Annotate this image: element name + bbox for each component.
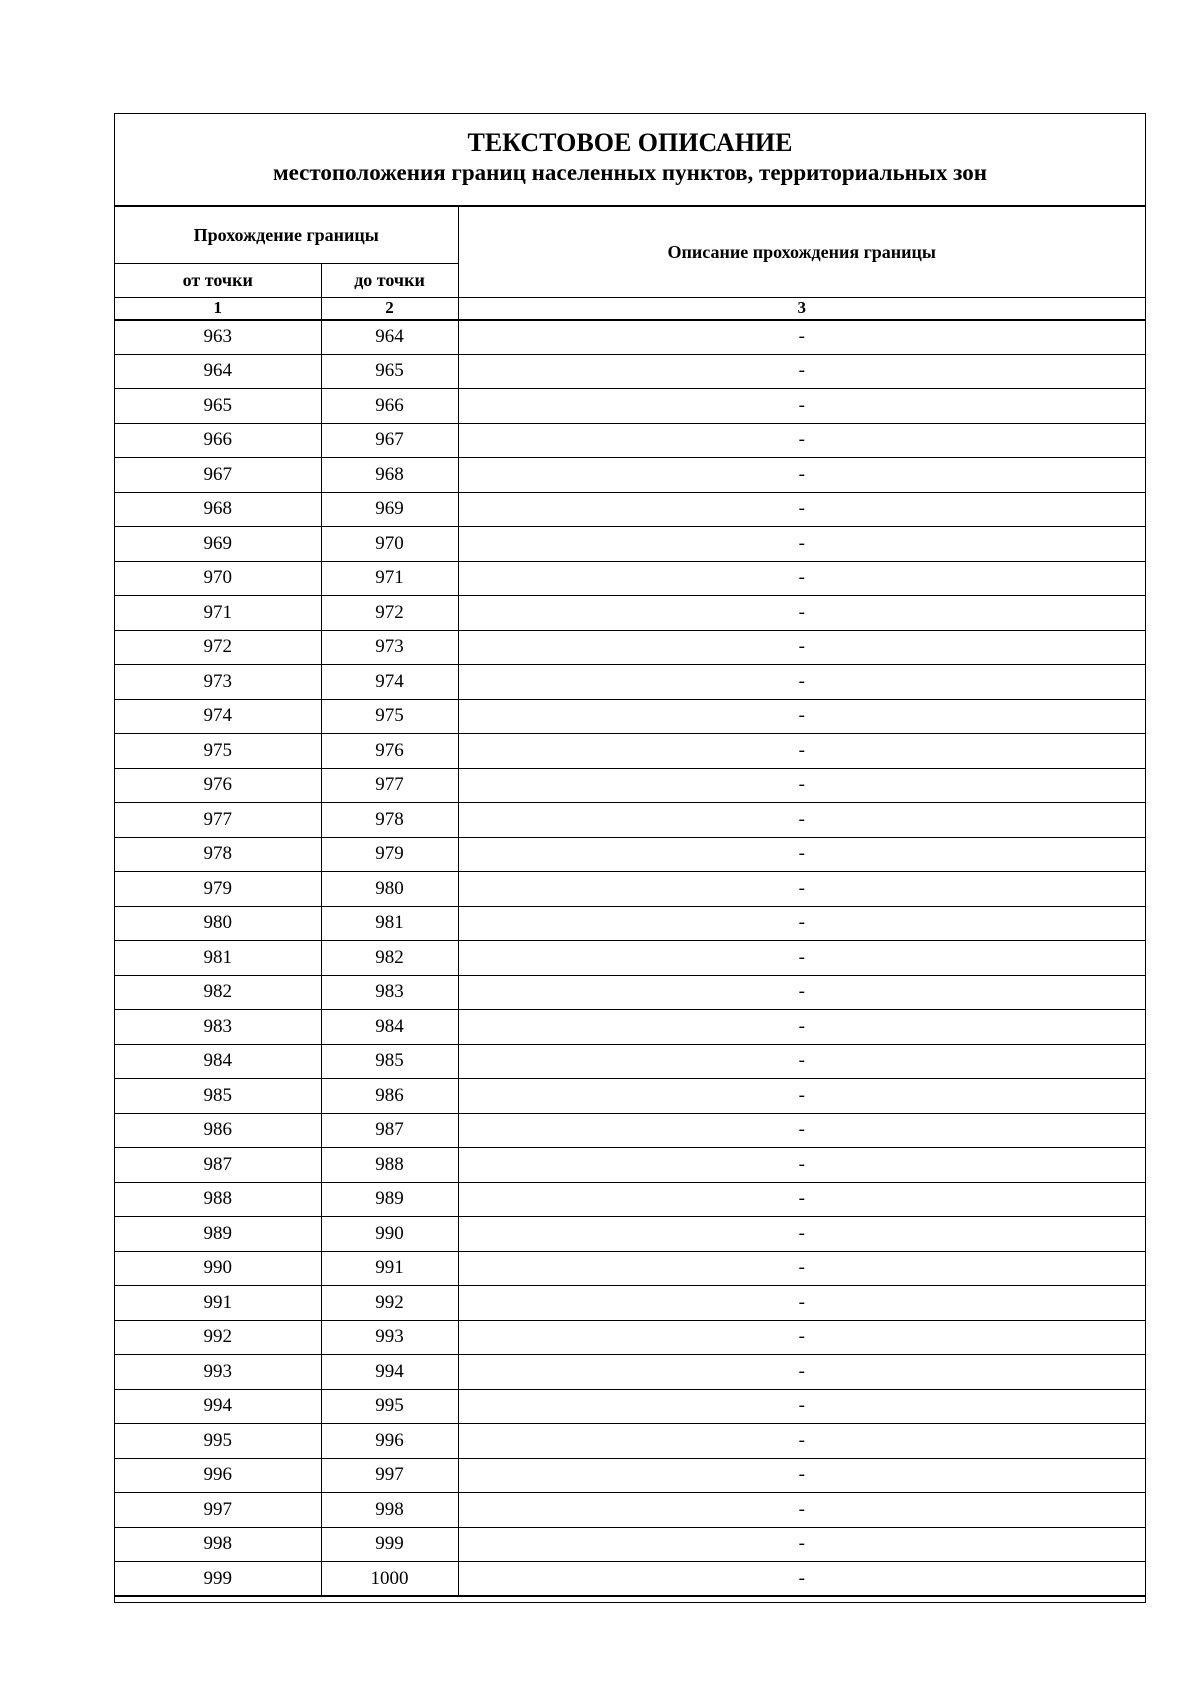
table-row [115, 734, 1145, 769]
cell-from-point: 970 [115, 561, 321, 596]
boundary-description-sheet [114, 113, 1146, 1603]
column-number-2: 2 [321, 298, 458, 320]
table-row [115, 561, 1145, 596]
cell-description: - [458, 527, 1145, 562]
document-title: ТЕКСТОВОЕ ОПИСАНИЕ [467, 128, 793, 157]
cell-from-point: 964 [115, 354, 321, 389]
cell-description: - [458, 1562, 1145, 1597]
cell-from-point: 978 [115, 837, 321, 872]
cell-to-point: 987 [321, 1113, 458, 1148]
table-row [115, 354, 1145, 389]
cell-to-point: 964 [321, 320, 458, 355]
cell-from-point: 991 [115, 1286, 321, 1321]
cell-from-point: 963 [115, 320, 321, 355]
cell-from-point: 987 [115, 1148, 321, 1183]
cell-description: - [458, 1389, 1145, 1424]
cell-from-point: 998 [115, 1527, 321, 1562]
cell-description: - [458, 1286, 1145, 1321]
cell-to-point: 968 [321, 458, 458, 493]
cell-to-point: 995 [321, 1389, 458, 1424]
cell-from-point: 976 [115, 768, 321, 803]
table-row [115, 1010, 1145, 1045]
cell-from-point: 971 [115, 596, 321, 631]
table-row [115, 699, 1145, 734]
cell-from-point: 972 [115, 630, 321, 665]
cell-to-point: 976 [321, 734, 458, 769]
cell-description: - [458, 768, 1145, 803]
cell-from-point: 969 [115, 527, 321, 562]
cell-description: - [458, 734, 1145, 769]
cell-to-point: 994 [321, 1355, 458, 1390]
table-row [115, 1320, 1145, 1355]
header-to-point: до точки [321, 264, 458, 298]
cell-description: - [458, 596, 1145, 631]
header-from-point: от точки [115, 264, 321, 298]
column-number-1: 1 [115, 298, 321, 320]
cell-to-point: 1000 [321, 1562, 458, 1597]
table-row [115, 1389, 1145, 1424]
cell-from-point: 984 [115, 1044, 321, 1079]
table-row [115, 803, 1145, 838]
cell-description: - [458, 492, 1145, 527]
table-row [115, 1286, 1145, 1321]
cell-from-point: 967 [115, 458, 321, 493]
cell-to-point: 986 [321, 1079, 458, 1114]
cell-from-point: 988 [115, 1182, 321, 1217]
cell-from-point: 983 [115, 1010, 321, 1045]
cell-description: - [458, 1044, 1145, 1079]
cell-to-point: 984 [321, 1010, 458, 1045]
cell-description: - [458, 975, 1145, 1010]
table-row [115, 1217, 1145, 1252]
table-row [115, 630, 1145, 665]
cell-from-point: 993 [115, 1355, 321, 1390]
cell-to-point: 970 [321, 527, 458, 562]
cell-from-point: 994 [115, 1389, 321, 1424]
cell-from-point: 999 [115, 1562, 321, 1597]
table-row [115, 906, 1145, 941]
cell-description: - [458, 423, 1145, 458]
cell-from-point: 979 [115, 872, 321, 907]
cell-from-point: 974 [115, 699, 321, 734]
title-block [115, 114, 1145, 206]
cell-description: - [458, 1079, 1145, 1114]
table-row [115, 458, 1145, 493]
cell-from-point: 966 [115, 423, 321, 458]
cell-to-point: 978 [321, 803, 458, 838]
cell-from-point: 996 [115, 1458, 321, 1493]
cell-description: - [458, 320, 1145, 355]
cell-description: - [458, 941, 1145, 976]
table-row [115, 1562, 1145, 1597]
cell-to-point: 989 [321, 1182, 458, 1217]
cell-from-point: 982 [115, 975, 321, 1010]
cell-to-point: 999 [321, 1527, 458, 1562]
cell-from-point: 981 [115, 941, 321, 976]
table-row [115, 1458, 1145, 1493]
cell-description: - [458, 1148, 1145, 1183]
header-description: Описание прохождения границы [458, 207, 1145, 298]
document-subtitle: местоположения границ населенных пунктов, территориальных зон [273, 160, 987, 185]
table-end-gap [115, 1597, 1145, 1602]
cell-description: - [458, 1217, 1145, 1252]
cell-from-point: 990 [115, 1251, 321, 1286]
table-body [115, 320, 1145, 1597]
table-row [115, 1044, 1145, 1079]
cell-to-point: 977 [321, 768, 458, 803]
cell-to-point: 967 [321, 423, 458, 458]
cell-to-point: 985 [321, 1044, 458, 1079]
cell-description: - [458, 561, 1145, 596]
cell-description: - [458, 1493, 1145, 1528]
cell-description: - [458, 837, 1145, 872]
cell-to-point: 980 [321, 872, 458, 907]
table-row [115, 1182, 1145, 1217]
cell-description: - [458, 699, 1145, 734]
cell-from-point: 985 [115, 1079, 321, 1114]
table-row [115, 665, 1145, 700]
cell-description: - [458, 906, 1145, 941]
cell-from-point: 997 [115, 1493, 321, 1528]
cell-to-point: 997 [321, 1458, 458, 1493]
table-row [115, 1251, 1145, 1286]
boundary-table [115, 206, 1145, 1597]
cell-from-point: 965 [115, 389, 321, 424]
cell-to-point: 974 [321, 665, 458, 700]
cell-description: - [458, 1010, 1145, 1045]
table-row [115, 596, 1145, 631]
cell-to-point: 988 [321, 1148, 458, 1183]
cell-to-point: 975 [321, 699, 458, 734]
cell-description: - [458, 1251, 1145, 1286]
cell-description: - [458, 1113, 1145, 1148]
table-row [115, 1527, 1145, 1562]
column-number-3: 3 [458, 298, 1145, 320]
cell-from-point: 980 [115, 906, 321, 941]
cell-from-point: 975 [115, 734, 321, 769]
table-row [115, 527, 1145, 562]
cell-description: - [458, 1355, 1145, 1390]
cell-to-point: 979 [321, 837, 458, 872]
header-boundary-passage: Прохождение границы [115, 207, 458, 264]
cell-description: - [458, 630, 1145, 665]
cell-to-point: 992 [321, 1286, 458, 1321]
table-row [115, 941, 1145, 976]
table-row [115, 1355, 1145, 1390]
table-row [115, 423, 1145, 458]
table-row [115, 837, 1145, 872]
cell-description: - [458, 1320, 1145, 1355]
table-row [115, 1493, 1145, 1528]
table-row [115, 1113, 1145, 1148]
table-row [115, 1424, 1145, 1459]
cell-description: - [458, 458, 1145, 493]
cell-description: - [458, 803, 1145, 838]
cell-description: - [458, 354, 1145, 389]
cell-to-point: 993 [321, 1320, 458, 1355]
cell-to-point: 996 [321, 1424, 458, 1459]
table-row [115, 1079, 1145, 1114]
cell-from-point: 977 [115, 803, 321, 838]
cell-from-point: 995 [115, 1424, 321, 1459]
cell-description: - [458, 1182, 1145, 1217]
cell-to-point: 981 [321, 906, 458, 941]
cell-to-point: 969 [321, 492, 458, 527]
cell-description: - [458, 872, 1145, 907]
table-row [115, 872, 1145, 907]
cell-to-point: 991 [321, 1251, 458, 1286]
table-row [115, 768, 1145, 803]
cell-description: - [458, 665, 1145, 700]
cell-to-point: 990 [321, 1217, 458, 1252]
cell-to-point: 971 [321, 561, 458, 596]
table-row [115, 389, 1145, 424]
cell-to-point: 965 [321, 354, 458, 389]
table-row [115, 1148, 1145, 1183]
cell-from-point: 992 [115, 1320, 321, 1355]
cell-to-point: 973 [321, 630, 458, 665]
table-row [115, 975, 1145, 1010]
cell-from-point: 986 [115, 1113, 321, 1148]
table-row [115, 492, 1145, 527]
cell-from-point: 989 [115, 1217, 321, 1252]
cell-to-point: 966 [321, 389, 458, 424]
cell-description: - [458, 1458, 1145, 1493]
cell-to-point: 982 [321, 941, 458, 976]
cell-to-point: 998 [321, 1493, 458, 1528]
cell-description: - [458, 1424, 1145, 1459]
cell-to-point: 972 [321, 596, 458, 631]
cell-description: - [458, 389, 1145, 424]
cell-description: - [458, 1527, 1145, 1562]
cell-to-point: 983 [321, 975, 458, 1010]
cell-from-point: 973 [115, 665, 321, 700]
table-row [115, 320, 1145, 355]
cell-from-point: 968 [115, 492, 321, 527]
